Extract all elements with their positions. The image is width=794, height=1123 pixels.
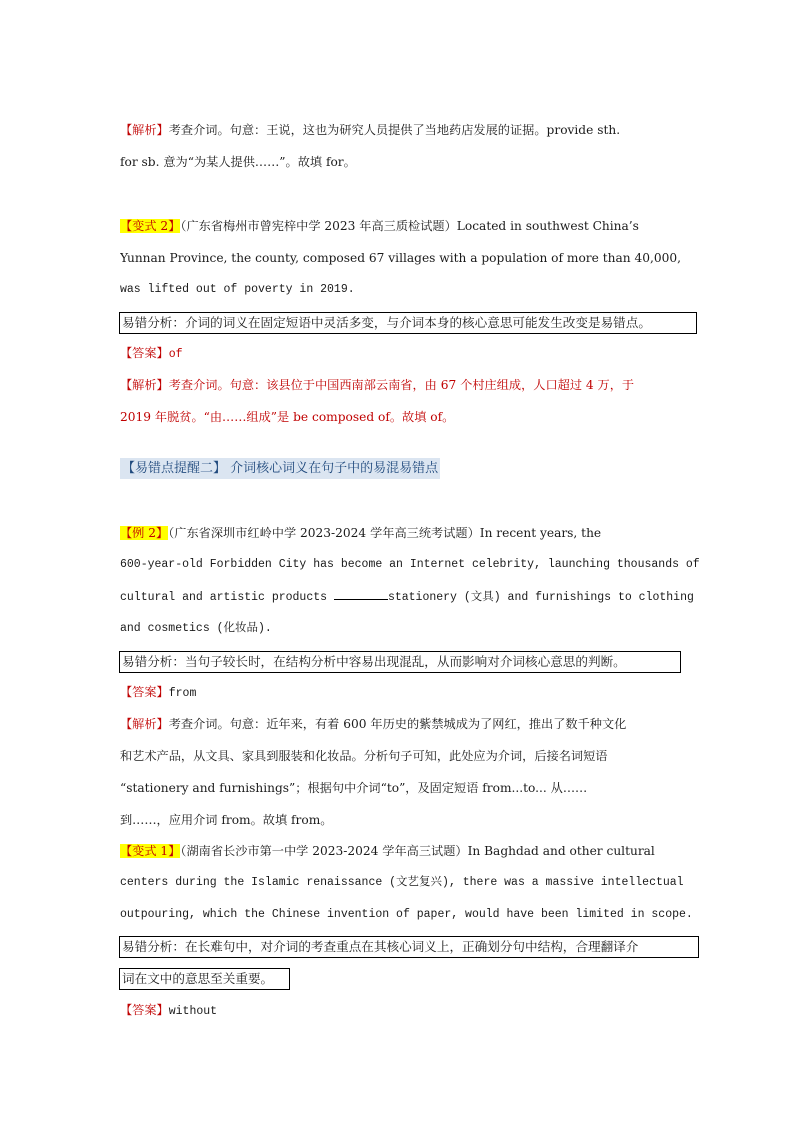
answer-tag: 【答案】 <box>120 346 169 360</box>
answer-value: of <box>168 348 183 361</box>
section-heading: 【易错点提醒二】 介词核心词义在句子中的易混易错点 <box>120 458 440 479</box>
variant2-text: （广东省梅州市曾宪梓中学 2023 年高三质检试题）Located in southwest China’s <box>180 219 639 233</box>
analysis-paragraph <box>120 120 700 140</box>
analysis-text-line: for sb. 意为“为某人提供……”。故填 for。 <box>120 155 356 169</box>
variant1-heading <box>120 841 700 861</box>
example2-heading <box>120 523 700 543</box>
error-analysis-box: 易错分析：介词的词义在固定短语中灵活多变，与介词本身的核心意思可能发生改变是易错点。 <box>119 312 697 334</box>
analysis-line <box>120 714 700 734</box>
error-analysis-box: 易错分析：当句子较长时，在结构分析中容易出现混乱，从而影响对介词核心意思的判断。 <box>119 651 681 673</box>
error-analysis-box: 易错分析：在长难句中，对介词的考查重点在其核心词义上，正确划分句中结构，合理翻译介 <box>119 936 699 958</box>
analysis-text: 考查介词。句意：近年来，有着 600 年历史的紫禁城成为了网红，推出了数千种文化 <box>168 717 627 731</box>
variant1-tag: 【变式 1】 <box>120 844 181 858</box>
analysis-tag: 【解析】 <box>120 717 169 731</box>
variant1-text: （湖南省长沙市第一中学 2023-2024 学年高三试题）In Baghdad and other cultural <box>180 844 655 858</box>
analysis-text-line: 和艺术产品，从文具、家具到服装和化妆品。分析句子可知，此处应为介词，后接名词短语 <box>120 749 608 763</box>
variant2-tag: 【变式 2】 <box>120 219 181 233</box>
variant2-text-line: was lifted out of poverty in 2019. <box>120 283 355 296</box>
variant2-heading <box>120 216 700 236</box>
answer-line <box>120 343 700 365</box>
analysis-text-line: 2019 年脱贫。“由……组成”是 be composed of。故填 of。 <box>120 410 455 424</box>
answer-value: from <box>168 687 197 700</box>
example2-text-part: stationery (文具) and furnishings to clothing <box>387 591 694 604</box>
analysis-tag: 【解析】 <box>120 378 169 392</box>
variant1-text-line: centers during the Islamic renaissance (文艺复兴), there was a massive intellectual <box>120 876 684 889</box>
example2-text-line: and cosmetics (化妆品). <box>120 622 272 635</box>
example2-text: （广东省深圳市红岭中学 2023-2024 学年高三统考试题）In recent years, the <box>168 526 602 540</box>
answer-tag: 【答案】 <box>120 685 169 699</box>
analysis-line <box>120 375 700 395</box>
analysis-text: 考查介词。句意：该县位于中国西南部云南省，由 67 个村庄组成，人口超过 4 万，于 <box>168 378 635 392</box>
example2-text-line: 600-year-old Forbidden City has become an Internet celebrity, launching thousands of <box>120 558 700 571</box>
answer-line <box>120 682 700 704</box>
variant1-text-line: outpouring, which the Chinese invention of paper, would have been limited in scope. <box>120 908 693 921</box>
answer-blank <box>334 587 388 600</box>
analysis-text: 考查介词。句意：王说，这也为研究人员提供了当地药店发展的证据。provide sth. <box>168 123 621 137</box>
answer-value: without <box>168 1005 218 1018</box>
example2-text-line <box>120 587 700 608</box>
example2-tag: 【例 2】 <box>120 526 169 540</box>
answer-line <box>120 1000 700 1022</box>
analysis-text-line: “stationery and furnishings”；根据句中介词“to”，及固定短语 from...to... 从…… <box>120 781 588 795</box>
analysis-text-line: 到……，应用介词 from。故填 from。 <box>120 813 333 827</box>
error-analysis-box-cont: 词在文中的意思至关重要。 <box>119 968 290 990</box>
variant2-text-line: Yunnan Province, the county, composed 67 villages with a population of more than 40,000, <box>120 251 681 265</box>
example2-text-part: cultural and artistic products <box>120 591 334 604</box>
analysis-tag: 【解析】 <box>120 123 169 137</box>
answer-tag: 【答案】 <box>120 1003 169 1017</box>
